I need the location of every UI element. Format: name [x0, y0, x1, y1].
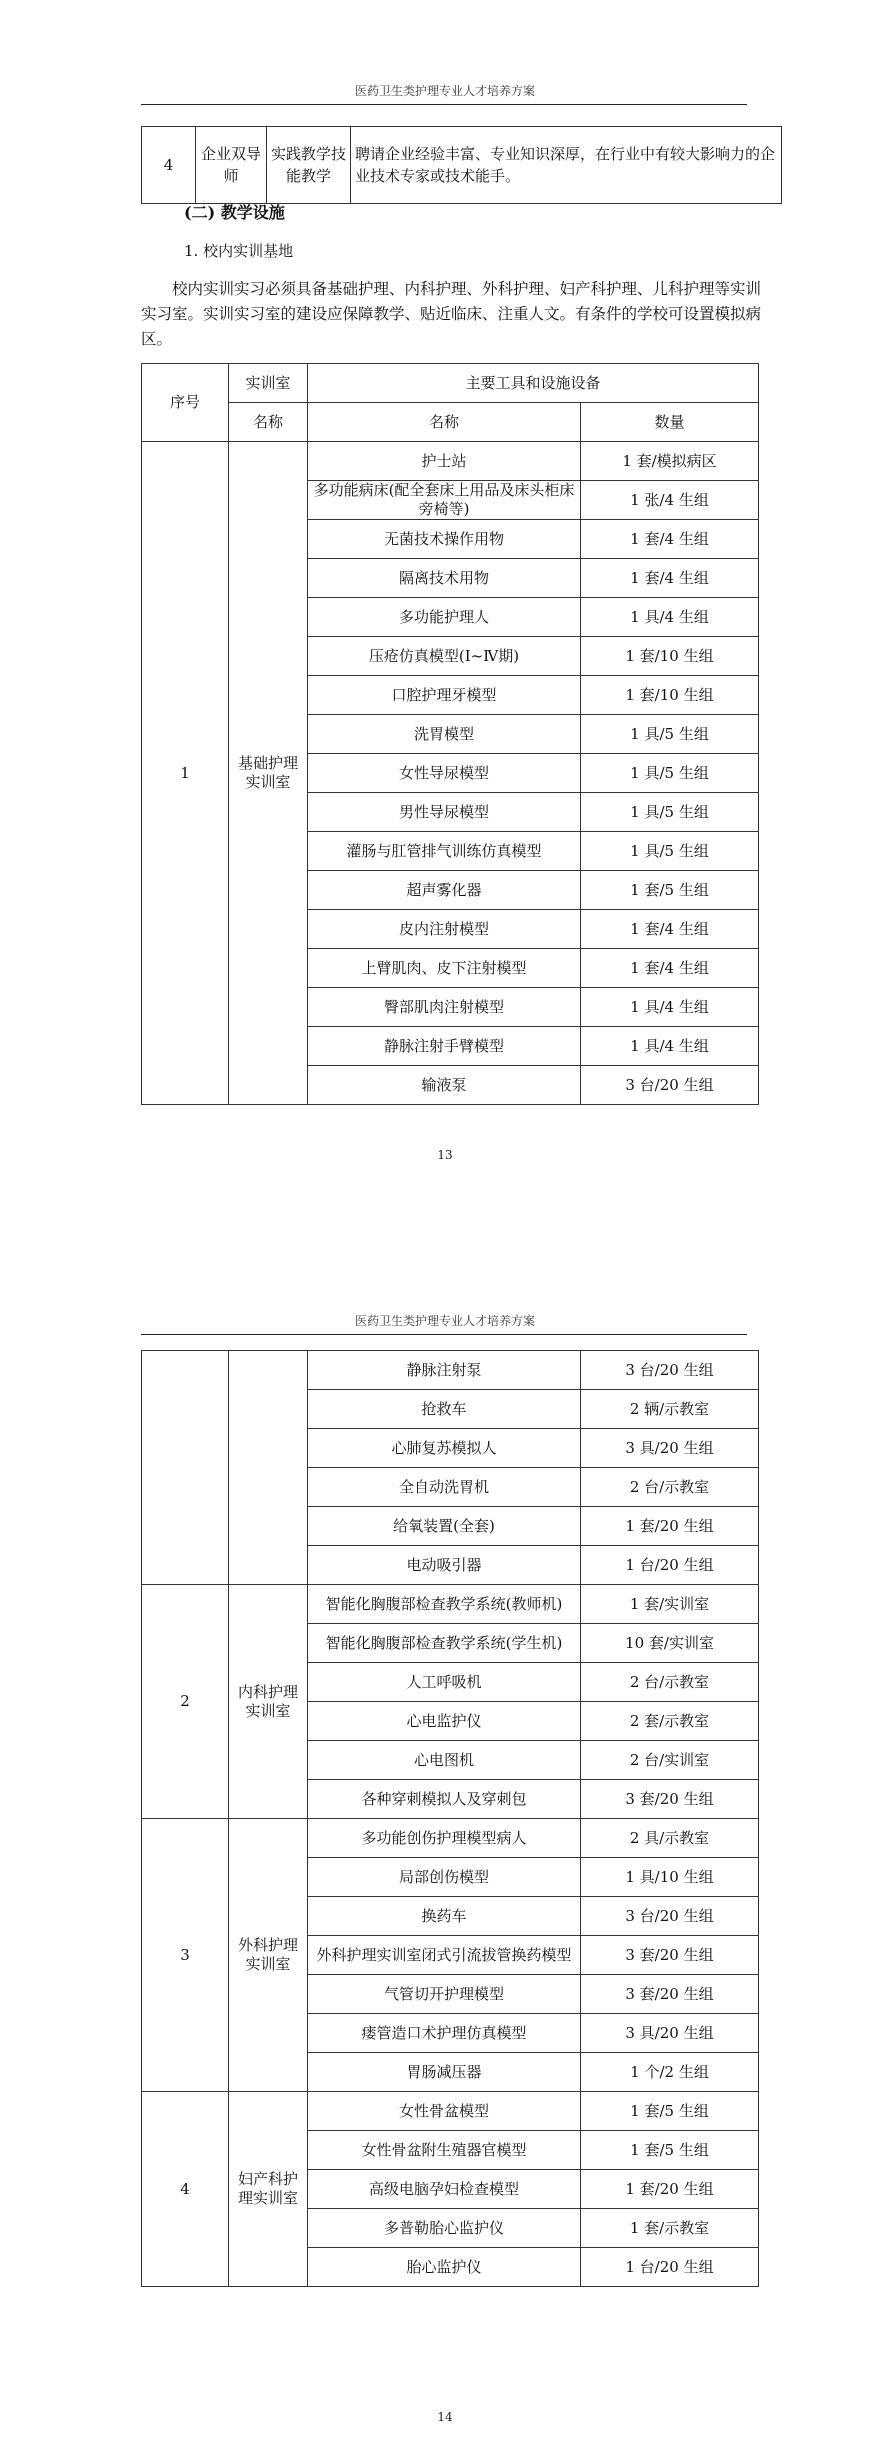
equipment-quantity: 1 个/2 生组 — [581, 2053, 759, 2092]
equipment-quantity: 3 套/20 生组 — [581, 1975, 759, 2014]
header-seq: 序号 — [142, 364, 229, 442]
page-number: 13 — [437, 1148, 453, 1162]
equipment-name: 瘘管造口术护理仿真模型 — [308, 2014, 581, 2053]
equipment-quantity: 3 具/20 生组 — [581, 2014, 759, 2053]
equipment-table-continued — [141, 1350, 759, 2287]
table-row — [142, 442, 759, 481]
equipment-quantity: 1 套/实训室 — [581, 1585, 759, 1624]
equipment-name: 静脉注射泵 — [308, 1351, 581, 1390]
equipment-name: 女性导尿模型 — [308, 754, 581, 793]
equipment-name: 无菌技术操作用物 — [308, 520, 581, 559]
equipment-quantity: 3 台/20 生组 — [581, 1351, 759, 1390]
equipment-name: 心肺复苏模拟人 — [308, 1429, 581, 1468]
equipment-quantity: 2 套/示教室 — [581, 1702, 759, 1741]
equipment-quantity: 1 套/20 生组 — [581, 2170, 759, 2209]
equipment-quantity: 2 辆/示教室 — [581, 1390, 759, 1429]
equipment-name: 人工呼吸机 — [308, 1663, 581, 1702]
equipment-quantity: 3 套/20 生组 — [581, 1780, 759, 1819]
equipment-name: 输液泵 — [308, 1066, 581, 1105]
equipment-name: 上臂肌肉、皮下注射模型 — [308, 949, 581, 988]
table-row — [142, 1585, 759, 1624]
equipment-quantity: 1 台/20 生组 — [581, 2248, 759, 2287]
equipment-quantity: 1 套/10 生组 — [581, 676, 759, 715]
equipment-name: 静脉注射手臂模型 — [308, 1027, 581, 1066]
body-paragraph: 校内实训实习必须具备基础护理、内科护理、外科护理、妇产科护理、儿科护理等实训实习室。实训实习室的建设应保障教学、贴近临床、注重人文。有条件的学校可设置模拟病区。 — [141, 280, 762, 348]
equipment-name: 护士站 — [308, 442, 581, 481]
equipment-quantity: 2 具/示教室 — [581, 1819, 759, 1858]
equipment-quantity: 3 套/20 生组 — [581, 1936, 759, 1975]
equipment-name: 臀部肌肉注射模型 — [308, 988, 581, 1027]
equipment-quantity: 3 台/20 生组 — [581, 1066, 759, 1105]
equipment-name: 多普勒胎心监护仪 — [308, 2209, 581, 2248]
equipment-name: 多功能创伤护理模型病人 — [308, 1819, 581, 1858]
running-header: 医药卫生类护理专业人才培养方案 — [354, 1314, 535, 1328]
staff-number: 4 — [142, 127, 196, 204]
staff-table-row — [141, 126, 782, 204]
room-seq: 2 — [142, 1585, 229, 1819]
equipment-name: 女性骨盆附生殖器官模型 — [308, 2131, 581, 2170]
table-row — [142, 1819, 759, 1858]
equipment-name: 洗胃模型 — [308, 715, 581, 754]
equipment-name: 局部创伤模型 — [308, 1858, 581, 1897]
equipment-quantity: 1 套/5 生组 — [581, 871, 759, 910]
equipment-quantity: 1 套/4 生组 — [581, 559, 759, 598]
equipment-name: 多功能护理人 — [308, 598, 581, 637]
header-rule — [141, 1334, 747, 1335]
header-room-line1: 实训室 — [229, 364, 308, 403]
equipment-name: 全自动洗胃机 — [308, 1468, 581, 1507]
header-room-line2: 名称 — [229, 403, 308, 442]
equipment-name: 电动吸引器 — [308, 1546, 581, 1585]
equipment-quantity: 1 套/10 生组 — [581, 637, 759, 676]
equipment-quantity: 1 套/4 生组 — [581, 520, 759, 559]
equipment-quantity: 1 具/10 生组 — [581, 1858, 759, 1897]
page-number: 14 — [437, 2410, 453, 2424]
equipment-quantity: 2 台/实训室 — [581, 1741, 759, 1780]
equipment-quantity: 1 套/5 生组 — [581, 2131, 759, 2170]
equipment-name: 男性导尿模型 — [308, 793, 581, 832]
equipment-name: 胎心监护仪 — [308, 2248, 581, 2287]
equipment-quantity: 1 套/4 生组 — [581, 949, 759, 988]
room-seq: 1 — [142, 442, 229, 1105]
room-name-continued — [229, 1351, 308, 1585]
equipment-quantity: 1 张/4 生组 — [581, 481, 759, 520]
staff-requirement: 聘请企业经验丰富、专业知识深厚，在行业中有较大影响力的企业技术专家或技术能手。 — [351, 127, 782, 204]
table-row — [142, 127, 782, 204]
equipment-quantity: 1 具/5 生组 — [581, 832, 759, 871]
equipment-name: 智能化胸腹部检查教学系统(教师机) — [308, 1585, 581, 1624]
equipment-name: 换药车 — [308, 1897, 581, 1936]
section-title: (二) 教学设施 — [184, 203, 285, 222]
header-quantity: 数量 — [581, 403, 759, 442]
equipment-name: 多功能病床(配全套床上用品及床头柜床旁椅等) — [308, 481, 581, 520]
equipment-quantity: 1 套/5 生组 — [581, 2092, 759, 2131]
equipment-name: 抢救车 — [308, 1390, 581, 1429]
equipment-name: 女性骨盆模型 — [308, 2092, 581, 2131]
equipment-table — [141, 363, 759, 1105]
equipment-quantity: 1 套/模拟病区 — [581, 442, 759, 481]
equipment-name: 压疮仿真模型(Ⅰ~Ⅳ期) — [308, 637, 581, 676]
room-name: 妇产科护理实训室 — [229, 2092, 308, 2287]
equipment-quantity: 1 套/20 生组 — [581, 1507, 759, 1546]
equipment-name: 心电图机 — [308, 1741, 581, 1780]
table-row — [142, 403, 759, 442]
equipment-quantity: 1 套/4 生组 — [581, 910, 759, 949]
equipment-quantity: 1 具/5 生组 — [581, 715, 759, 754]
equipment-quantity: 1 套/示教室 — [581, 2209, 759, 2248]
equipment-name: 灌肠与肛管排气训练仿真模型 — [308, 832, 581, 871]
equipment-name: 智能化胸腹部检查教学系统(学生机) — [308, 1624, 581, 1663]
equipment-name: 外科护理实训室闭式引流拔管换药模型 — [308, 1936, 581, 1975]
table-row — [142, 364, 759, 403]
equipment-quantity: 3 具/20 生组 — [581, 1429, 759, 1468]
equipment-quantity: 2 台/示教室 — [581, 1663, 759, 1702]
room-seq-continued — [142, 1351, 229, 1585]
equipment-name: 胃肠减压器 — [308, 2053, 581, 2092]
equipment-name: 给氧装置(全套) — [308, 1507, 581, 1546]
page-14 — [0, 1290, 890, 2449]
staff-role: 企业双导师 — [196, 127, 267, 204]
running-header: 医药卫生类护理专业人才培养方案 — [354, 84, 535, 98]
staff-duty: 实践教学技能教学 — [267, 127, 351, 204]
equipment-name: 高级电脑孕妇检查模型 — [308, 2170, 581, 2209]
header-rule — [141, 104, 747, 105]
equipment-quantity: 1 具/5 生组 — [581, 793, 759, 832]
equipment-quantity: 1 具/5 生组 — [581, 754, 759, 793]
equipment-quantity: 3 台/20 生组 — [581, 1897, 759, 1936]
equipment-name: 心电监护仪 — [308, 1702, 581, 1741]
equipment-name: 口腔护理牙模型 — [308, 676, 581, 715]
equipment-quantity: 10 套/实训室 — [581, 1624, 759, 1663]
equipment-quantity: 1 具/4 生组 — [581, 1027, 759, 1066]
room-name: 外科护理实训室 — [229, 1819, 308, 2092]
equipment-name: 皮内注射模型 — [308, 910, 581, 949]
equipment-name: 隔离技术用物 — [308, 559, 581, 598]
equipment-quantity: 1 台/20 生组 — [581, 1546, 759, 1585]
table-row — [142, 1351, 759, 1390]
room-name: 基础护理实训室 — [229, 442, 308, 1105]
equipment-name: 各种穿刺模拟人及穿刺包 — [308, 1780, 581, 1819]
equipment-name: 超声雾化器 — [308, 871, 581, 910]
subsection-title: 1. 校内实训基地 — [184, 242, 294, 260]
equipment-quantity: 1 具/4 生组 — [581, 598, 759, 637]
room-name: 内科护理实训室 — [229, 1585, 308, 1819]
room-seq: 4 — [142, 2092, 229, 2287]
header-main-equipment: 主要工具和设施设备 — [308, 364, 759, 403]
equipment-name: 气管切开护理模型 — [308, 1975, 581, 2014]
table-row — [142, 2092, 759, 2131]
header-name: 名称 — [308, 403, 581, 442]
equipment-quantity: 2 台/示教室 — [581, 1468, 759, 1507]
equipment-quantity: 1 具/4 生组 — [581, 988, 759, 1027]
room-seq: 3 — [142, 1819, 229, 2092]
